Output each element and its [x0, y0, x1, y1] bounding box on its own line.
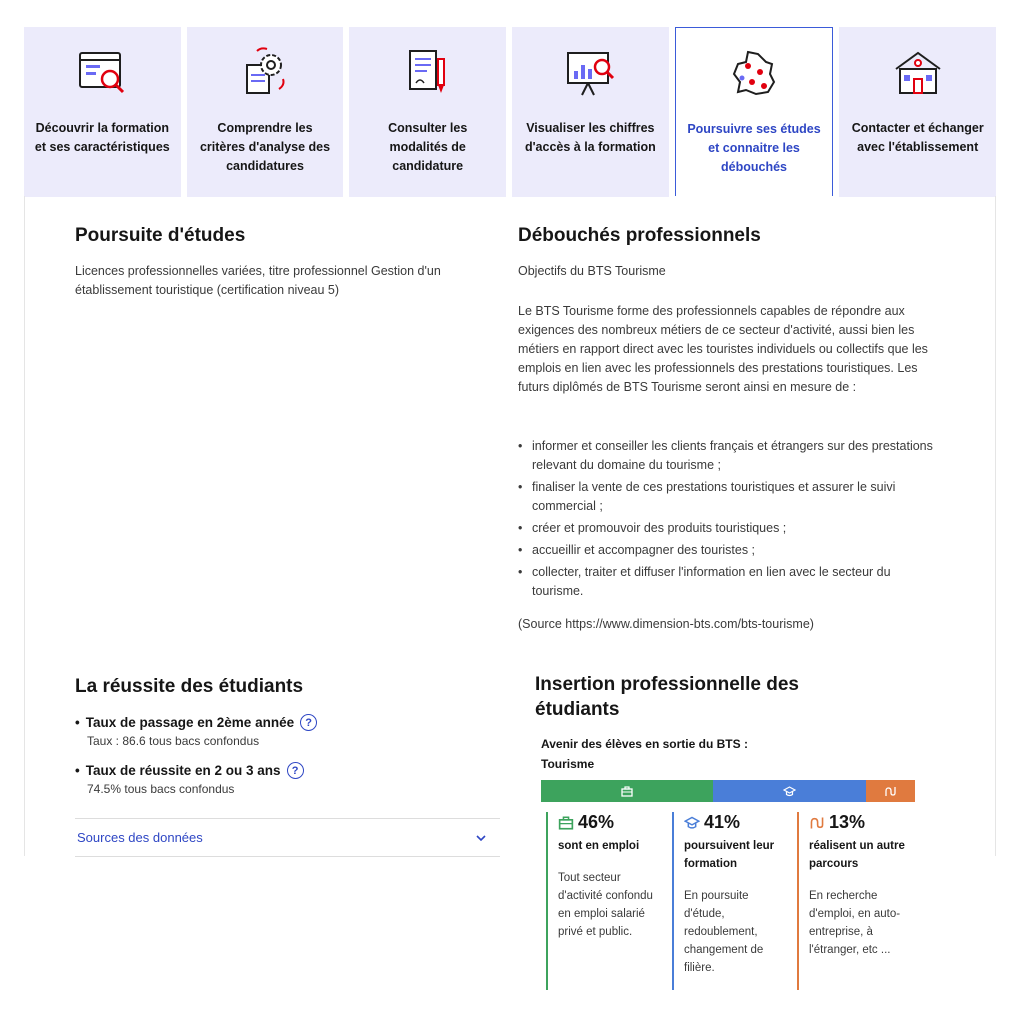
stat-autre — [797, 812, 917, 990]
bar-segment-formation — [713, 780, 866, 802]
tab-poursuivre[interactable] — [675, 27, 834, 196]
list-item: • accueillir et accompagner des touristes ; — [518, 541, 943, 560]
rate-reussite-label: Taux de réussite en 2 ou 3 ans — [85, 763, 281, 778]
insertion-title: Insertion professionnelle des étudiants — [535, 674, 799, 720]
path-icon — [809, 816, 825, 830]
sources-label: Sources des données — [77, 830, 203, 845]
tab-label: Comprendre les critères d'analyse des candidatures — [199, 121, 331, 173]
debouches-list — [518, 437, 943, 604]
stat-percent: 13% — [829, 812, 866, 832]
stat-description: Tout secteur d'activité confondu en emploi salarié privé et public. — [558, 872, 653, 938]
rate-passage-value: Taux : 86.6 tous bacs confondus — [87, 734, 260, 748]
poursuite-title: Poursuite d'études — [75, 225, 246, 246]
stat-caption: poursuivent leur formation — [684, 840, 775, 870]
stat-description: En poursuite d'étude, redoublement, changement de filière. — [684, 890, 764, 974]
debouches-source: (Source https://www.dimension-bts.com/bts-tourisme) — [518, 617, 814, 631]
tab-contacter[interactable] — [839, 27, 996, 197]
list-item: • informer et conseiller les clients français et étrangers sur des prestations relevant du domaine du tourisme ; — [518, 437, 943, 475]
stat-formation — [672, 812, 787, 990]
document-gear-icon — [237, 45, 293, 101]
graduation-cap-icon — [783, 786, 796, 797]
tab-label: Poursuivre ses études et connaitre les débouchés — [687, 122, 821, 174]
stat-caption: sont en emploi — [558, 840, 640, 852]
debouches-intro: Le BTS Tourisme forme des professionnels capables de répondre aux exigences des nombreux métiers de ce secteur d'activité, aussi bien les métiers en rapport direct avec les touristes individuels ou collectifs que les emplois en lien avec les professionnels des prestations touristiques. Les futurs diplômés de BTS Tourisme seront ainsi en mesure de : — [518, 304, 928, 394]
stat-percent: 41% — [704, 812, 741, 832]
tab-label: Visualiser les chiffres d'accès à la formation — [524, 121, 656, 154]
help-icon[interactable]: ? — [300, 714, 317, 731]
tab-decouvrir[interactable] — [24, 27, 181, 197]
browser-search-icon — [74, 45, 130, 101]
rate-reussite-value: 74.5% tous bacs confondus — [87, 782, 235, 796]
path-icon — [884, 786, 897, 797]
tab-visualiser[interactable] — [512, 27, 669, 197]
chart-board-icon — [562, 45, 618, 101]
france-map-pins-icon — [726, 46, 782, 102]
rate-passage: • Taux de passage en 2ème année ? Taux : 86.6 tous bacs confondus — [75, 714, 317, 748]
bar-segment-emploi — [541, 780, 713, 802]
tab-label: Contacter et échanger avec l'établissement — [851, 121, 984, 154]
stat-percent: 46% — [578, 812, 615, 832]
stat-emploi — [546, 812, 661, 990]
list-item: • créer et promouvoir des produits touristiques ; — [518, 519, 943, 538]
tab-label: Découvrir la formation et ses caractéristiques — [34, 121, 170, 154]
school-building-icon — [890, 45, 946, 101]
bar-segment-autre — [866, 780, 915, 802]
stat-description: En recherche d'emploi, en auto-entreprise, à l'étranger, etc ... — [809, 890, 901, 956]
reussite-title: La réussite des étudiants — [75, 676, 304, 697]
tab-bar — [24, 27, 996, 197]
briefcase-icon — [621, 786, 633, 797]
insertion-subtitle: Avenir des élèves en sortie du BTS : Tourisme — [541, 737, 748, 771]
debouches-title: Débouchés professionnels — [518, 225, 761, 246]
list-item: • collecter, traiter et diffuser l'information en lien avec le secteur du tourisme. — [518, 563, 943, 601]
tab-label: Consulter les modalités de candidature — [388, 121, 468, 173]
list-item: • finaliser la vente de ces prestations touristiques et assurer le suivi commercial ; — [518, 478, 943, 516]
document-pen-icon — [400, 45, 456, 101]
chevron-down-icon — [476, 835, 486, 841]
tab-consulter[interactable] — [349, 27, 506, 197]
rate-passage-label: Taux de passage en 2ème année — [85, 715, 295, 730]
briefcase-icon — [558, 816, 574, 830]
rate-reussite: • Taux de réussite en 2 ou 3 ans ? 74.5% tous bacs confondus — [75, 762, 304, 796]
poursuite-text: Licences professionnelles variées, titre professionnel Gestion d'un établissement touristique (certification niveau 5) — [75, 264, 441, 297]
graduation-cap-icon — [684, 816, 700, 830]
tab-comprendre[interactable] — [187, 27, 344, 197]
stat-caption: réalisent un autre parcours — [809, 840, 905, 870]
sources-accordion[interactable] — [75, 818, 500, 857]
help-icon[interactable]: ? — [287, 762, 304, 779]
outcome-bar — [541, 780, 915, 802]
debouches-subtitle: Objectifs du BTS Tourisme — [518, 264, 666, 278]
